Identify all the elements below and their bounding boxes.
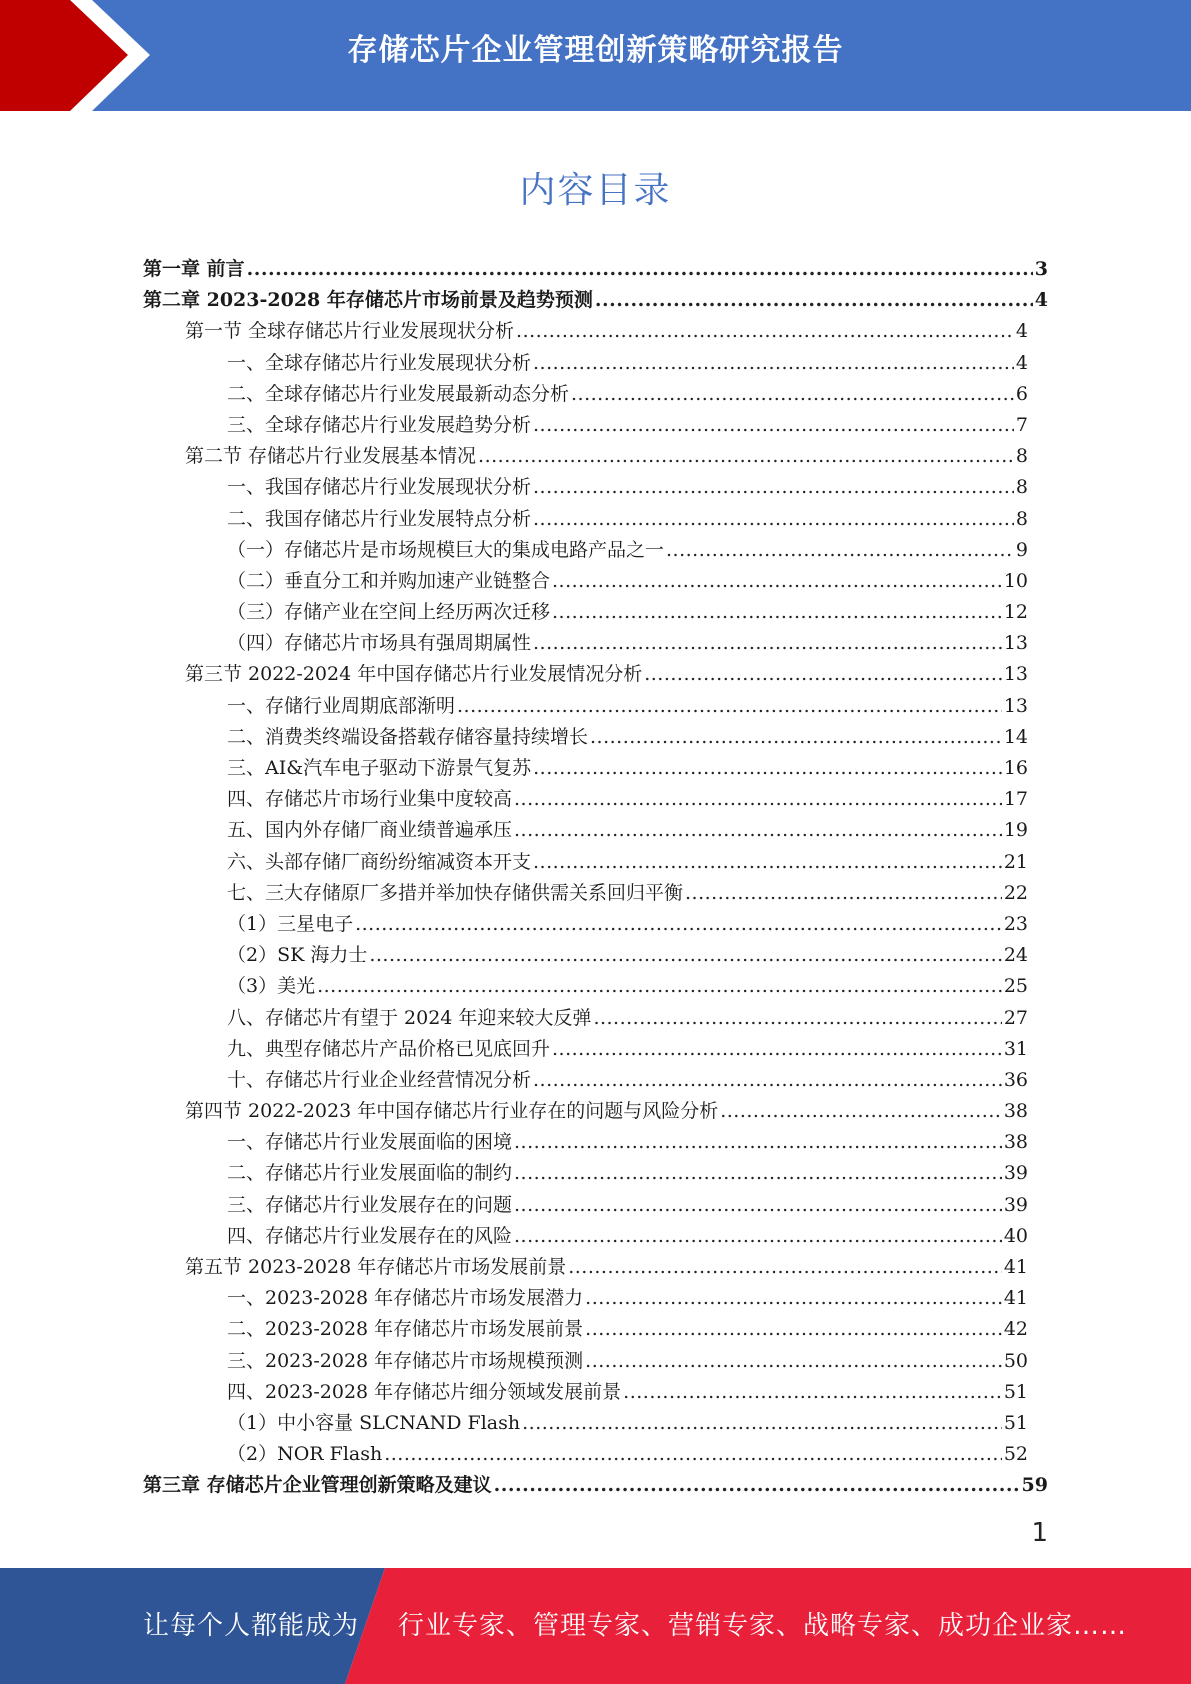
toc-dot-leader: [514, 1221, 1002, 1252]
toc-dot-leader: [720, 1096, 1002, 1127]
toc-entry-page: 31: [1003, 1037, 1028, 1060]
toc-entry[interactable]: [143, 909, 1048, 940]
toc-entry-page: 59: [1021, 1474, 1048, 1497]
toc-entry-label: 八、存储芯片有望于 2024 年迎来较大反弹: [227, 1006, 592, 1029]
toc-entry[interactable]: [143, 691, 1048, 722]
toc-entry-label: 五、国内外存储厂商业绩普遍承压: [227, 819, 513, 842]
toc-entry-page: 50: [1003, 1349, 1028, 1372]
toc-entry[interactable]: [143, 878, 1048, 909]
table-of-contents: [143, 254, 1048, 1502]
toc-entry[interactable]: [143, 1003, 1048, 1034]
toc-entry[interactable]: [143, 1096, 1048, 1127]
toc-dot-leader: [494, 1470, 1020, 1501]
toc-entry-page: 41: [1003, 1287, 1028, 1310]
toc-entry-page: 13: [1003, 694, 1028, 717]
toc-dot-leader: [552, 597, 1002, 628]
toc-entry-page: 21: [1003, 850, 1028, 873]
toc-entry-label: 二、全球存储芯片行业发展最新动态分析: [227, 382, 570, 405]
toc-entry-label: 六、头部存储厂商纷纷缩减资本开支: [227, 850, 532, 873]
toc-dot-leader: [533, 504, 1014, 535]
toc-entry-label: 二、我国存储芯片行业发展特点分析: [227, 507, 532, 530]
toc-entry[interactable]: [143, 1314, 1048, 1345]
toc-entry[interactable]: [143, 1346, 1048, 1377]
toc-entry-label: （二）垂直分工和并购加速产业链整合: [227, 569, 551, 592]
toc-entry-page: 27: [1003, 1006, 1028, 1029]
toc-entry-label: 一、存储芯片行业发展面临的困境: [227, 1131, 513, 1154]
toc-entry-label: 一、全球存储芯片行业发展现状分析: [227, 351, 532, 374]
toc-dot-leader: [552, 566, 1002, 597]
toc-dot-leader: [355, 909, 1002, 940]
toc-dot-leader: [590, 722, 1002, 753]
toc-entry[interactable]: [143, 472, 1048, 503]
toc-entry[interactable]: [143, 504, 1048, 535]
toc-entry-label: 第二节 存储芯片行业发展基本情况: [185, 445, 477, 468]
toc-entry-label: 第五节 2023-2028 年存储芯片市场发展前景: [185, 1256, 567, 1278]
toc-dot-leader: [514, 1190, 1002, 1221]
toc-entry-page: 19: [1003, 819, 1028, 842]
toc-dot-leader: [533, 1065, 1002, 1096]
toc-entry-page: 39: [1003, 1162, 1028, 1185]
toc-entry[interactable]: [143, 566, 1048, 597]
toc-entry[interactable]: [143, 1221, 1048, 1252]
toc-entry-page: 51: [1003, 1411, 1028, 1434]
toc-entry-page: 10: [1003, 569, 1028, 592]
toc-entry-page: 52: [1003, 1443, 1028, 1466]
toc-entry-label: 二、2023-2028 年存储芯片市场发展前景: [227, 1318, 584, 1341]
toc-dot-leader: [552, 1034, 1002, 1065]
header-band: [0, 0, 1191, 111]
toc-entry-page: 24: [1003, 944, 1028, 967]
toc-dot-leader: [514, 784, 1002, 815]
toc-entry-page: 13: [1003, 663, 1028, 686]
toc-dot-leader: [514, 815, 1002, 846]
toc-entry-label: （一）存储芯片是市场规模巨大的集成电路产品之一: [227, 538, 665, 561]
toc-dot-leader: [685, 878, 1002, 909]
toc-entry-page: 3: [1034, 258, 1048, 280]
toc-entry[interactable]: [143, 1252, 1048, 1283]
toc-entry-label: 四、存储芯片行业发展存在的风险: [227, 1224, 513, 1247]
toc-entry-label: （3）美光: [227, 975, 316, 998]
toc-entry-page: 14: [1003, 725, 1028, 748]
toc-dot-leader: [533, 348, 1014, 379]
toc-entry[interactable]: [143, 316, 1048, 347]
toc-dot-leader: [568, 1252, 1002, 1283]
toc-entry-label: 四、2023-2028 年存储芯片细分领域发展前景: [227, 1380, 622, 1403]
toc-entry[interactable]: [143, 784, 1048, 815]
toc-entry-page: 23: [1003, 912, 1028, 935]
toc-entry-label: （2）SK 海力士: [227, 944, 368, 967]
toc-entry-page: 40: [1003, 1224, 1028, 1247]
toc-entry-page: 8: [1015, 476, 1028, 499]
toc-dot-leader: [593, 1003, 1001, 1034]
footer-slogan-right: 行业专家、管理专家、营销专家、战略专家、成功企业家……: [398, 1611, 1128, 1641]
toc-entry-label: 一、我国存储芯片行业发展现状分析: [227, 476, 532, 499]
toc-entry-page: 7: [1015, 413, 1028, 436]
toc-dot-leader: [571, 379, 1014, 410]
toc-dot-leader: [585, 1314, 1002, 1345]
toc-entry-label: 七、三大存储原厂多措并举加快存储供需关系回归平衡: [227, 881, 684, 904]
toc-entry-label: 二、消费类终端设备搭载存储容量持续增长: [227, 725, 589, 748]
toc-entry-label: （1）中小容量 SLCNAND Flash: [227, 1411, 521, 1434]
toc-dot-leader: [317, 971, 1002, 1002]
toc-entry-page: 4: [1015, 351, 1028, 374]
toc-entry-label: 十、存储芯片行业企业经营情况分析: [227, 1068, 532, 1091]
toc-dot-leader: [457, 691, 1002, 722]
toc-entry-label: （2）NOR Flash: [227, 1443, 383, 1466]
report-title: 存储芯片企业管理创新策略研究报告: [347, 33, 844, 68]
toc-dot-leader: [533, 753, 1002, 784]
toc-entry[interactable]: [143, 410, 1048, 441]
toc-entry-page: 17: [1003, 788, 1028, 811]
toc-dot-leader: [522, 1408, 1002, 1439]
toc-title: 内容目录: [519, 170, 672, 211]
toc-dot-leader: [533, 472, 1014, 503]
toc-entry[interactable]: [143, 815, 1048, 846]
toc-dot-leader: [516, 316, 1014, 347]
toc-dot-leader: [595, 285, 1033, 316]
toc-entry-page: 38: [1003, 1100, 1028, 1123]
toc-entry-page: 25: [1003, 975, 1028, 998]
toc-entry-page: 36: [1003, 1068, 1028, 1091]
toc-entry[interactable]: [143, 940, 1048, 971]
toc-entry-label: 九、典型存储芯片产品价格已见底回升: [227, 1037, 551, 1060]
toc-entry-page: 9: [1015, 538, 1028, 561]
toc-dot-leader: [514, 1158, 1002, 1189]
toc-entry-label: 一、存储行业周期底部渐明: [227, 694, 456, 717]
toc-dot-leader: [384, 1439, 1002, 1470]
toc-entry-label: 第三节 2022-2024 年中国存储芯片行业发展情况分析: [185, 663, 643, 686]
toc-entry[interactable]: [143, 753, 1048, 784]
toc-entry-label: 一、2023-2028 年存储芯片市场发展潜力: [227, 1287, 584, 1310]
toc-entry-page: 8: [1015, 507, 1028, 530]
toc-entry-label: （三）存储产业在空间上经历两次迁移: [227, 601, 551, 624]
toc-entry-page: 13: [1003, 632, 1028, 655]
toc-entry[interactable]: [143, 659, 1048, 690]
toc-entry[interactable]: [143, 1283, 1048, 1314]
toc-entry[interactable]: [143, 348, 1048, 379]
toc-entry-page: 4: [1015, 320, 1028, 343]
toc-entry-page: 42: [1003, 1318, 1028, 1341]
toc-entry-label: 第四节 2022-2023 年中国存储芯片行业存在的问题与风险分析: [185, 1100, 719, 1123]
toc-entry-label: 第二章 2023-2028 年存储芯片市场前景及趋势预测: [143, 289, 593, 312]
toc-entry[interactable]: [143, 1439, 1048, 1470]
toc-entry-page: 16: [1003, 757, 1028, 779]
footer-band: [0, 1568, 1191, 1684]
toc-entry-label: 三、2023-2028 年存储芯片市场规模预测: [227, 1349, 584, 1372]
toc-entry-page: 38: [1003, 1131, 1028, 1154]
toc-entry[interactable]: [143, 1190, 1048, 1221]
toc-entry[interactable]: [143, 1408, 1048, 1439]
toc-entry[interactable]: [143, 1034, 1048, 1065]
toc-entry-page: 4: [1034, 289, 1048, 312]
toc-entry[interactable]: [143, 722, 1048, 753]
toc-dot-leader: [514, 1127, 1002, 1158]
toc-entry-page: 51: [1003, 1380, 1028, 1403]
toc-dot-leader: [533, 410, 1014, 441]
toc-dot-leader: [533, 628, 1002, 659]
toc-entry[interactable]: [143, 379, 1048, 410]
toc-entry-page: 12: [1003, 601, 1028, 624]
toc-entry[interactable]: [143, 1158, 1048, 1189]
toc-entry-label: 第一章 前言: [143, 258, 245, 280]
toc-entry[interactable]: [143, 597, 1048, 628]
toc-entry[interactable]: [143, 535, 1048, 566]
toc-dot-leader: [644, 659, 1002, 690]
toc-dot-leader: [666, 535, 1014, 566]
toc-entry-page: 39: [1003, 1193, 1028, 1216]
toc-dot-leader: [623, 1377, 1002, 1408]
toc-entry[interactable]: [143, 971, 1048, 1002]
toc-entry-label: 第三章 存储芯片企业管理创新策略及建议: [143, 1474, 492, 1497]
toc-entry[interactable]: [143, 847, 1048, 878]
toc-dot-leader: [533, 847, 1002, 878]
toc-entry-label: 三、存储芯片行业发展存在的问题: [227, 1193, 513, 1216]
toc-entry[interactable]: [143, 254, 1048, 285]
page-number: 1: [1031, 1518, 1048, 1548]
toc-entry[interactable]: [143, 1470, 1048, 1501]
toc-entry[interactable]: [143, 441, 1048, 472]
toc-entry-label: 三、全球存储芯片行业发展趋势分析: [227, 413, 532, 436]
footer-slogan-left: 让每个人都能成为: [143, 1611, 360, 1641]
toc-dot-leader: [478, 441, 1014, 472]
toc-entry-label: （四）存储芯片市场具有强周期属性: [227, 632, 532, 655]
toc-entry-label: 二、存储芯片行业发展面临的制约: [227, 1162, 513, 1185]
toc-dot-leader: [585, 1346, 1002, 1377]
toc-entry-page: 41: [1003, 1256, 1028, 1278]
toc-entry-page: 6: [1015, 382, 1028, 405]
toc-entry-page: 8: [1015, 445, 1028, 468]
toc-entry[interactable]: [143, 285, 1048, 316]
toc-entry-label: （1）三星电子: [227, 912, 354, 935]
toc-entry-label: 四、存储芯片市场行业集中度较高: [227, 788, 513, 811]
toc-entry-page: 22: [1003, 881, 1028, 904]
toc-entry-label: 三、AI&汽车电子驱动下游景气复苏: [227, 757, 532, 779]
toc-entry-label: 第一节 全球存储芯片行业发展现状分析: [185, 320, 515, 343]
toc-dot-leader: [247, 254, 1033, 285]
toc-dot-leader: [369, 940, 1001, 971]
toc-entry[interactable]: [143, 1065, 1048, 1096]
toc-entry[interactable]: [143, 1127, 1048, 1158]
toc-entry[interactable]: [143, 628, 1048, 659]
toc-entry[interactable]: [143, 1377, 1048, 1408]
toc-dot-leader: [585, 1283, 1002, 1314]
